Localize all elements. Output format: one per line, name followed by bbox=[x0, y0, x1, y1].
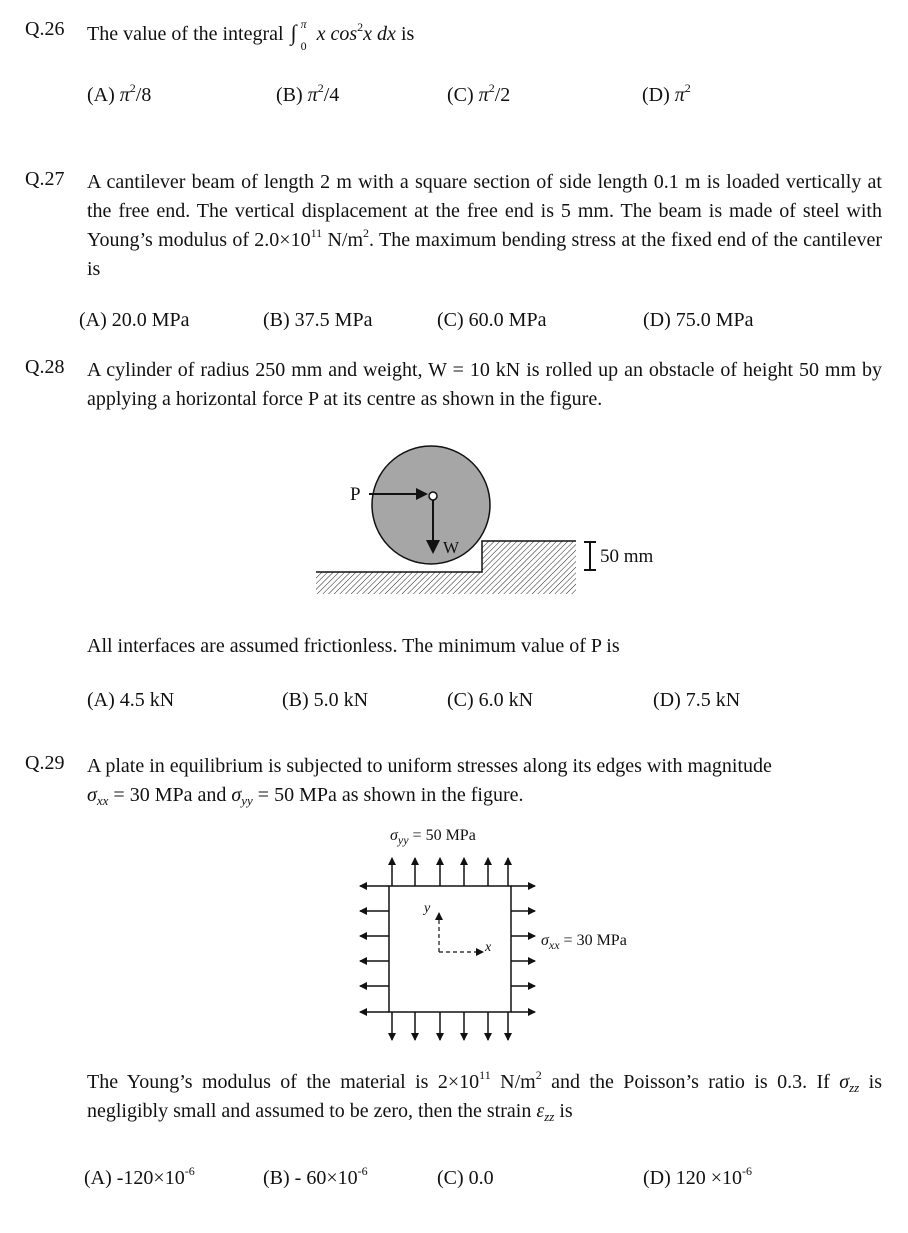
sigma-yy-label: $\sigma_{yy} = 50$ MPa bbox=[390, 827, 476, 847]
option-c[interactable]: (C) $\pi^2/2$ bbox=[447, 81, 511, 106]
question-text-2: The Young’s modulus of the material is $2\times 10^{11}$ $N/m^2$ and the Poisson’s ratio is 0.3. If $\sigma_{zz}$ is negligibly small and assumed to be zero, then the strain $\varepsilon_{zz}$ is bbox=[87, 1068, 883, 1124]
obstacle-hatch bbox=[482, 541, 576, 572]
axis-x-label: x bbox=[485, 940, 492, 955]
option-b[interactable]: $(B) - 60\times 10^{-6}$ bbox=[263, 1164, 368, 1189]
question-text-2: All interfaces are assumed frictionless. The minimum value of P is bbox=[87, 635, 620, 657]
question-text: A cantilever beam of length 2 m with a square section of side length 0.1 m is loaded vertically at the free end. The vertical displacement at the free end is 5 mm. The beam is made of steel with Young’s modulus of $2.0\times 10^{11}$ $N/m^2$. The maximum bending stress at the fixed end of the cantilever is bbox=[87, 171, 882, 280]
option-d[interactable]: (D) $120 \times 10^{-6}$ bbox=[643, 1164, 753, 1189]
force-p-label: P bbox=[350, 484, 361, 505]
option-b[interactable]: (B) 37.5 MPa bbox=[263, 309, 373, 331]
integral-expression: ∫ π 0 x $\cos^2x$ dx bbox=[290, 17, 396, 53]
option-b[interactable]: (B) 5.0 kN bbox=[282, 689, 369, 711]
question-number: Q.26 bbox=[25, 18, 65, 40]
option-c[interactable]: (C) 0.0 bbox=[437, 1167, 494, 1189]
ground-hatch bbox=[316, 572, 576, 594]
weight-w-label: W bbox=[443, 538, 460, 557]
plate-stress-figure bbox=[0, 820, 908, 1050]
option-c[interactable]: (C) 60.0 MPa bbox=[437, 309, 547, 331]
option-a[interactable]: (A) 20.0 MPa bbox=[79, 309, 190, 331]
option-d[interactable]: (D) 7.5 kN bbox=[653, 689, 741, 711]
question-text: The value of the integral ∫ π 0 x $\cos^2x$ dx is bbox=[87, 17, 415, 53]
option-a[interactable]: (A) $\pi^2/8$ bbox=[87, 81, 152, 106]
cylinder-centre bbox=[429, 492, 437, 500]
question-number: Q.28 bbox=[25, 356, 65, 378]
plate bbox=[389, 886, 511, 1012]
option-a[interactable]: (A) $-120\times 10^{-6}$ bbox=[84, 1164, 195, 1189]
question-number: Q.29 bbox=[25, 752, 65, 774]
option-b[interactable]: (B) $\pi^2/4$ bbox=[276, 81, 340, 106]
question-number: Q.27 bbox=[25, 168, 65, 190]
option-d[interactable]: (D) $\pi^2$ bbox=[642, 81, 691, 106]
option-c[interactable]: (C) 6.0 kN bbox=[447, 689, 534, 711]
option-d[interactable]: (D) 75.0 MPa bbox=[643, 309, 754, 331]
axis-y-label: y bbox=[424, 901, 431, 916]
question-text: A cylinder of radius 250 mm and weight, W = 10 kN is rolled up an obstacle of height 50 mm by applying a horizontal force P at its centre as shown in the figure. bbox=[87, 359, 882, 410]
sigma-xx-label: $\sigma_{xx} = 30$ MPa bbox=[541, 932, 627, 952]
option-a[interactable]: (A) 4.5 kN bbox=[87, 689, 175, 711]
height-dimension-label: 50 mm bbox=[600, 546, 654, 567]
question-text: A plate in equilibrium is subjected to uniform stresses along its edges with magnitude $\sigma_{xx} = 30$ MPa and $\sigma_{yy} = 50$ MPa as shown in the figure. bbox=[87, 755, 772, 808]
